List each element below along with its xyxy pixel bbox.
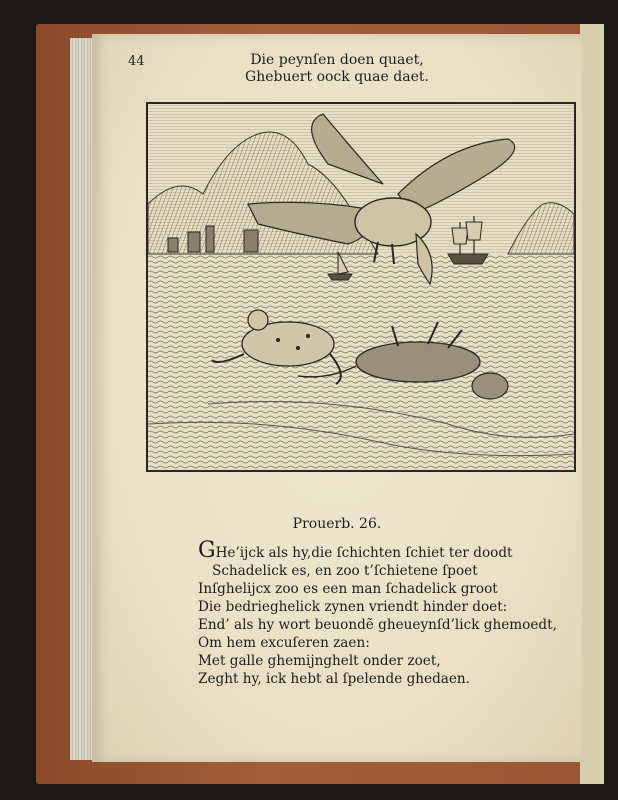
drop-cap: G xyxy=(198,538,216,563)
verse-line-2: Schadelick es, en zoo t’ſchietene ſpoet xyxy=(212,563,478,579)
book-page xyxy=(92,34,582,762)
verse-line-6: Om hem excuſeren zaen: xyxy=(198,635,370,651)
verse-line-8: Zeght hy, ick hebt al ſpelende ghedaen. xyxy=(198,671,471,687)
page-header xyxy=(92,52,582,86)
verse-line-1-text: He’ijck als hy,die ſchichten ſchiet ter doodt xyxy=(215,545,513,561)
engraving-drawing xyxy=(148,104,574,470)
header-line-1: Die peynſen doen quaet, xyxy=(250,52,424,68)
header-line-2: Ghebuert oock quae daet. xyxy=(245,69,429,85)
verse-line-1 xyxy=(198,538,558,563)
verse-line-3: Inſghelijcx zoo es een man ſchadelick groot xyxy=(198,581,498,597)
verse-line-7: Met galle ghemijnghelt onder zoet, xyxy=(198,653,441,669)
verse-block xyxy=(198,538,558,688)
facing-page-edge xyxy=(580,24,604,784)
verse-line-4: Die bedrieghelick zynen vriendt hinder doet: xyxy=(198,599,508,615)
proverb-title: Prouerb. 26. xyxy=(292,516,382,532)
engraving-illustration xyxy=(146,102,576,472)
verse-line-5: End’ als hy wort beuondẽ gheueynſd’lick ghemoedt, xyxy=(198,617,557,633)
page-number: 44 xyxy=(128,54,145,69)
